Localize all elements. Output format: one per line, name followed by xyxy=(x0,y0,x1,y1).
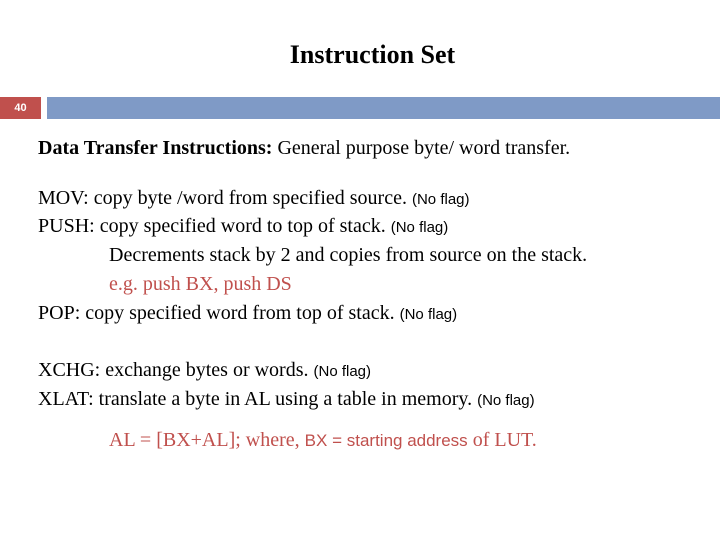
push-example: e.g. push BX, push DS xyxy=(109,273,292,295)
formula-rhs: [BX+AL]; where, xyxy=(156,429,305,451)
slide-title: Instruction Set xyxy=(289,40,456,69)
push-detail: Decrements stack by 2 and copies from source on the stack. xyxy=(109,244,588,266)
mov-text: MOV: copy byte /word from specified source. xyxy=(38,187,412,209)
push-flag: (No flag) xyxy=(390,219,449,236)
mov-line xyxy=(38,186,470,212)
xchg-text: XCHG: exchange bytes or words. xyxy=(38,359,314,381)
push-text: PUSH: copy specified word to top of stack. xyxy=(38,215,391,237)
section-heading-bold: Data Transfer Instructions: xyxy=(38,137,273,159)
xlat-flag: (No flag) xyxy=(477,392,535,409)
section-heading xyxy=(38,136,570,160)
pop-flag: (No flag) xyxy=(399,306,458,323)
pop-text: POP: copy specified word from top of stack. xyxy=(38,302,400,324)
slide-number: 40 xyxy=(0,97,41,119)
xchg-line xyxy=(38,358,371,384)
xlat-formula xyxy=(109,428,537,453)
xlat-text: XLAT: translate a byte in AL using a table in memory. xyxy=(38,388,478,410)
formula-lhs: AL = xyxy=(109,429,157,451)
pop-line xyxy=(38,301,457,327)
formula-end: of LUT. xyxy=(467,429,537,451)
xchg-flag: (No flag) xyxy=(313,363,372,380)
formula-bx-def: BX = starting address xyxy=(304,431,468,450)
header-bar xyxy=(47,97,720,119)
push-line xyxy=(38,214,448,240)
mov-flag: (No flag) xyxy=(411,191,470,208)
section-heading-rest: General purpose byte/ word transfer. xyxy=(272,137,571,159)
xlat-line xyxy=(38,387,535,413)
